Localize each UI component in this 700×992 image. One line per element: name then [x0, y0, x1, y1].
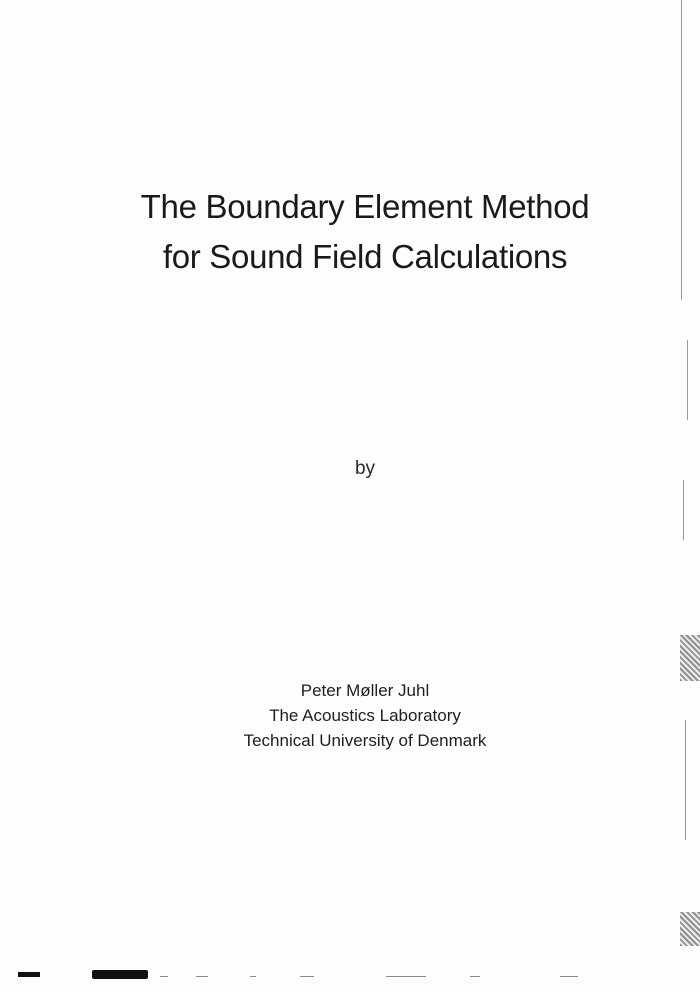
scan-dash: [560, 976, 578, 977]
scan-dash: [470, 976, 480, 977]
scan-edge-texture: [680, 912, 700, 946]
scan-edge-texture: [680, 635, 700, 681]
scan-dash: [300, 976, 314, 977]
scan-edge-artifact: [678, 0, 700, 992]
title-line-1: The Boundary Element Method: [140, 188, 590, 225]
scan-dash: [160, 976, 168, 977]
scan-bottom-mark: [92, 970, 148, 979]
by-line: by: [354, 458, 376, 479]
title-line-2: for Sound Field Calculations: [162, 238, 568, 275]
scan-edge-line: [683, 480, 684, 540]
scan-edge-line: [687, 340, 688, 420]
author-affiliation-lab: The Acoustics Laboratory: [269, 706, 461, 725]
document-title: [0, 182, 700, 282]
scan-bottom-mark: [18, 972, 40, 977]
scan-dash: [386, 976, 426, 977]
author-affiliation-university: Technical University of Denmark: [243, 731, 487, 750]
author-name: Peter Møller Juhl: [300, 681, 430, 700]
scan-dash: [196, 976, 208, 977]
scan-edge-line: [681, 0, 682, 300]
scan-dash: [250, 976, 256, 977]
scan-edge-line: [685, 720, 686, 840]
author-block: [0, 678, 700, 753]
